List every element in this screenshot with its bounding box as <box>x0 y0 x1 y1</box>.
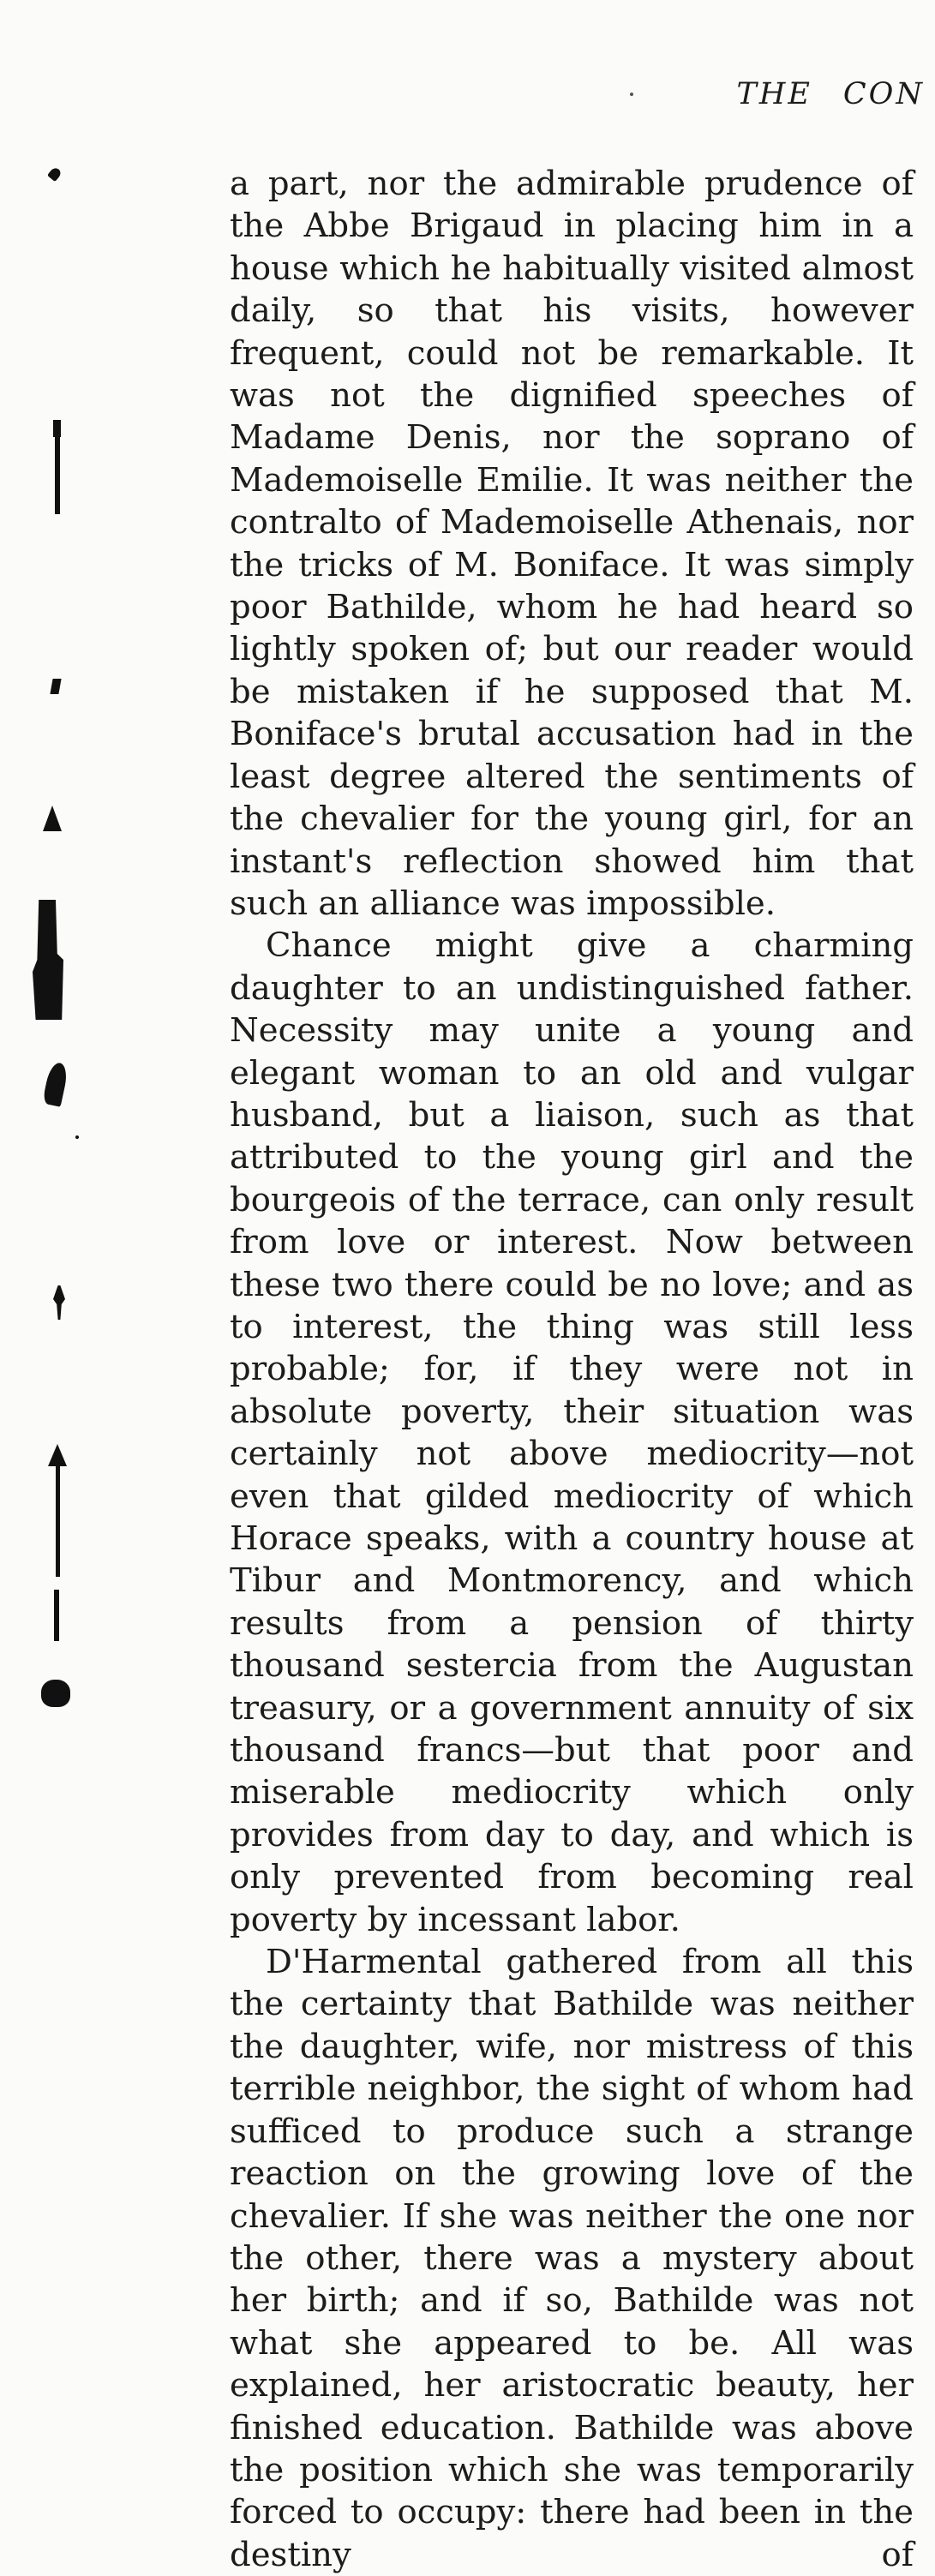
paragraph-3: D'Harmental gathered from all this the certainty that Bathilde was neither the daughter, wife, nor mistress of this terrible neighbor, the sight of whom had sufficed to produce such a strange reaction on the growing love of the chevalier. If she was neither the one nor the other, there was a mystery about her birth; and if so, Bathilde was not what she appeared to be. All was explained, her aristocratic beauty, her finished education. Bathilde was above the position which she was temporarily forced to occupy: there had been in the destiny of <box>230 1943 914 2574</box>
margin-mark <box>33 900 63 1020</box>
speck <box>630 93 633 96</box>
margin-mark <box>56 1461 60 1577</box>
running-head-right: CON <box>842 77 925 111</box>
margin-mark <box>53 1285 65 1320</box>
margin-mark <box>42 1061 69 1106</box>
page-body <box>230 163 914 2576</box>
margin-mark <box>50 679 61 694</box>
margin-mark <box>75 1135 79 1139</box>
running-head-left: THE <box>736 77 812 111</box>
paragraph-1: a part, nor the admirable prudence of the Abbe Brigaud in placing him in a house which he habitually visited almost daily, so that his visits, however frequent, could not be remarkable. It was not the dignified speeches of Madame Denis, nor the soprano of Mademoiselle Emilie. It was neither the contralto of Mademoiselle Athenais, nor the tricks of M. Boniface. It was simply poor Bathilde, whom he had heard so lightly spoken of; but our reader would be mistaken if he supposed that M. Boniface's brutal accusation had in the least degree altered the sentiments of the chevalier for the young girl, for an instant's reflection showed him that such an alliance was impossible. <box>230 165 914 923</box>
margin-mark <box>43 806 62 831</box>
paragraph-2: Chance might give a charming daughter to an undistinguished father. Necessity may unite a young and elegant woman to an old and vulgar husband, but a liaison, such as that attributed to the young girl and the bourgeois of the terrace, can only result from love or interest. Now between these two there could be no love; and as to interest, the thing was still less probable; for, if they were not in absolute poverty, their situation was certainly not above mediocrity—not even that gilded mediocrity of which Horace speaks, with a country house at Tibur and Montmorency, and which results from a pension of thirty thousand sestercia from the Augustan treasury, or a government annuity of six thousand francs—but that poor and miserable mediocrity which only provides from day to day, and which is only prevented from becoming real poverty by incessant labor. <box>230 926 914 1939</box>
margin-mark <box>53 420 61 437</box>
margin-mark <box>41 1680 70 1707</box>
running-head <box>736 77 925 111</box>
margin-mark <box>47 166 63 182</box>
margin-mark <box>54 1590 59 1641</box>
margin-mark <box>55 437 60 514</box>
